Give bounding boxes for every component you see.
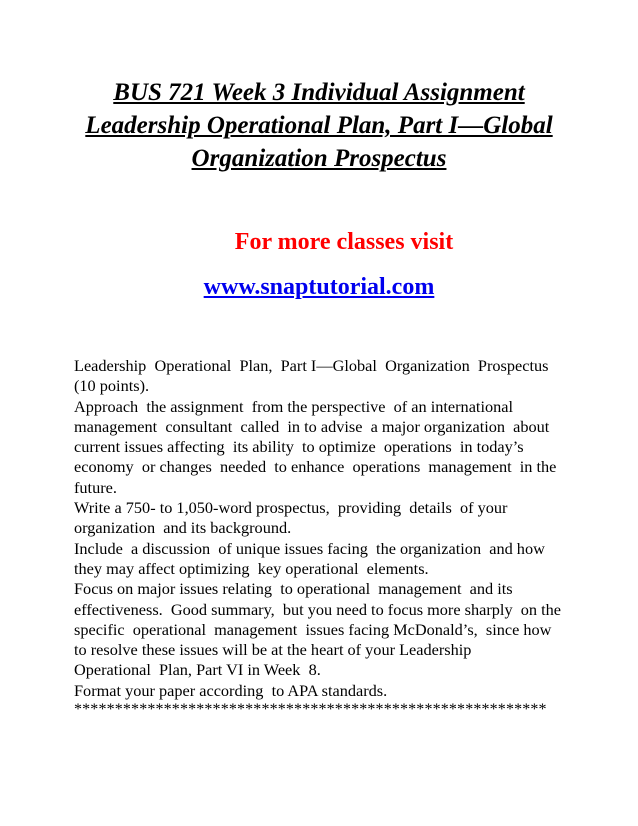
promo-text: For more classes visit	[234, 229, 454, 255]
description-line: specific operational management issues facing McDonald’s, since how	[74, 619, 552, 639]
description-line: Write a 750- to 1,050-word prospectus, providing details of your	[74, 498, 508, 518]
description-line: economy or changes needed to enhance operations management in the	[74, 457, 557, 477]
description-line: Operational Plan, Part VI in Week 8.	[74, 660, 321, 680]
assignment-description	[74, 356, 574, 701]
description-line: organization and its background.	[74, 518, 292, 538]
description-line: (10 points).	[74, 376, 150, 396]
description-line: future.	[74, 477, 117, 497]
description-line: Approach the assignment from the perspective of an international	[74, 396, 513, 416]
document-title	[60, 76, 578, 175]
title-line-2: Leadership Operational Plan, Part I—Global	[85, 112, 553, 139]
description-line: Leadership Operational Plan, Part I—Global Organization Prospectus	[74, 356, 549, 375]
description-line: current issues affecting its ability to optimize operations in today’s	[74, 437, 524, 457]
asterisk-separator: **********************************************************	[74, 701, 547, 718]
promo-url-link[interactable]: www.snaptutorial.com	[203, 274, 435, 300]
description-line: Focus on major issues relating to operational management and its	[74, 579, 513, 599]
description-line: Format your paper according to APA standards.	[74, 680, 388, 700]
title-line-3: Organization Prospectus	[191, 145, 447, 172]
description-line: effectiveness. Good summary, but you need to focus more sharply on the	[74, 599, 561, 619]
description-line: they may affect optimizing key operational elements.	[74, 558, 429, 578]
description-line: Include a discussion of unique issues facing the organization and how	[74, 538, 545, 558]
description-line: management consultant called in to advise a major organization about	[74, 416, 550, 436]
title-line-1: BUS 721 Week 3 Individual Assignment	[113, 79, 525, 106]
description-line: to resolve these issues will be at the heart of your Leadership	[74, 640, 472, 660]
